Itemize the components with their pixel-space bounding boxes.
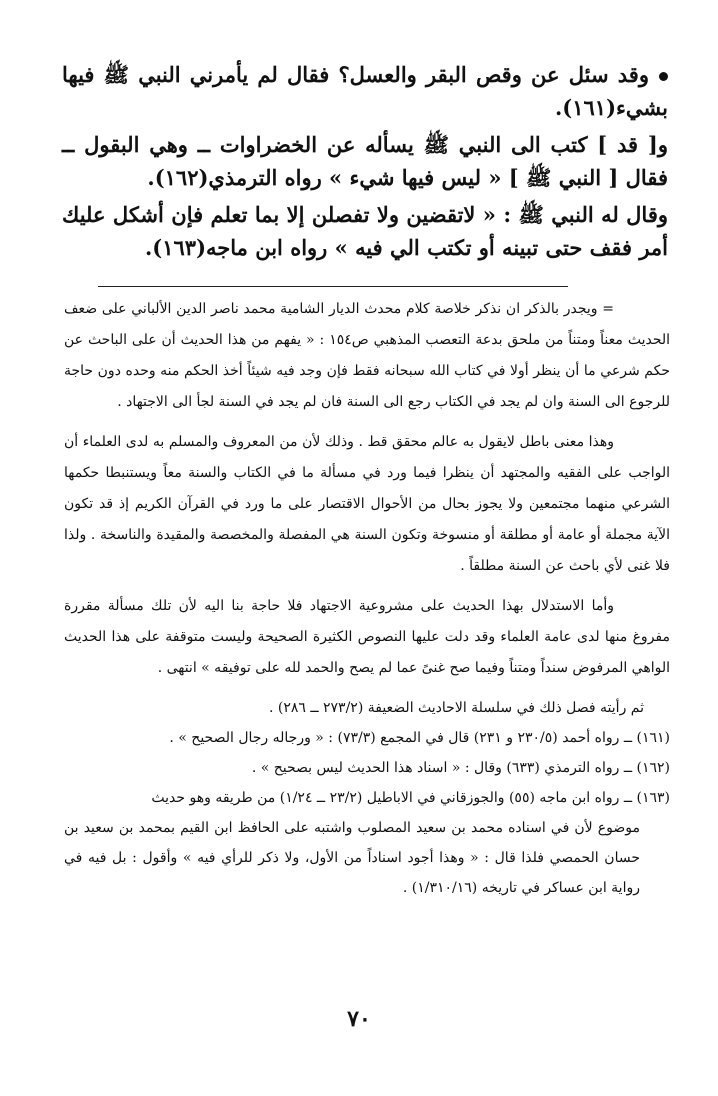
footnote-163: (١٦٣) ــ رواه ابن ماجه (٥٥) والجوزقاني في الاباطيل (٢٣/٢ ــ ١/٢٤) من طريقه وهو حديث bbox=[151, 790, 670, 806]
footnote-separator bbox=[98, 286, 568, 287]
footnotes bbox=[64, 294, 670, 903]
main-text bbox=[62, 58, 668, 268]
note-text: ويجدر بالذكر ان نذكر خلاصة كلام محدث الديار الشامية محمد ناصر الدين الألباني على ضعف الحديث معناً ومتناً من ملحق بدعة التعصب المذهبي ص١٥٤ : bbox=[64, 301, 671, 348]
note-quote: « يفهم من هذا الحديث أن على الباحث عن حكم شرعي ما أن ينظر أولا في كتاب الله سبحانه فقط فإن وجد فيه شيئاً أخذ الحكم منه وحده دون حاجة للرجوع الى السنة وان لم يجد في الكتاب رجع الى السنة فان لم يجد في السنة لجأ الى الاجتهاد . bbox=[64, 332, 670, 410]
footnote-162: (١٦٢) ــ رواه الترمذي (٦٣٣) وقال : « اسناد هذا الحديث ليس بصحيح » . bbox=[251, 760, 670, 776]
note-seen-line: ثم رأيته فصل ذلك في سلسلة الاحاديث الضعيفة (٢٧٣/٢ ــ ٢٨٦) . bbox=[268, 700, 644, 716]
footnote-163-continuation: موضوع لأن في اسناده محمد بن سعيد المصلوب واشتبه على الحافظ ابن القيم بمحمد بن سعيد بن حسان الحمصي فلذا قال : « وهذا أجود اسناداً من الأول، ولا ذكر للرأي فيه » وأقول : بل فيه في رواية ابن عساكر في تاريخه (١/٣١٠/١٦) . bbox=[64, 820, 640, 896]
main-paragraph: و[ قد ] كتب الى النبي ﷺ يسأله عن الخضراوات ــ وهي البقول ــ فقال [ النبي ﷺ ] « ليس فيها شيء » رواه الترمذي(١٦٢). bbox=[62, 132, 668, 190]
note-paragraph: وأما الاستدلال بهذا الحديث على مشروعية الاجتهاد فلا حاجة بنا اليه لأن تلك مسألة مقررة مفروغ منها لدى عامة العلماء وقد دلت عليها النصوص الكثيرة الصحيحة وليست متوقفة على هذا الحديث الواهي المرفوض سنداً ومتناً وفيما صح غنىً عما لم يصح والحمد لله على توفيقه » انتهى . bbox=[64, 598, 670, 676]
main-paragraph-text: وقد سئل عن وقص البقر والعسل؟ فقال لم يأمرني النبي ﷺ فيها بشيء(١٦١). bbox=[62, 62, 668, 120]
main-paragraph: وقال له النبي ﷺ : « لاتقضين ولا تفصلن إلا بما تعلم فإن أشكل عليك أمر فقف حتى تبينه أو تكتب الي فيه » رواه ابن ماجه(١٦٣). bbox=[62, 202, 668, 260]
page-number: ٧٠ bbox=[347, 1006, 371, 1032]
note-paragraph: وهذا معنى باطل لايقول به عالم محقق قط . وذلك لأن من المعروف والمسلم به لدى العلماء أن الواجب على الفقيه والمجتهد أن ينظرا فيما ورد في مسألة ما في الكتاب والسنة معاً ويستنبطا حكمها الشرعي منهما مجتمعين ولا يجوز بحال من الأحوال الاقتصار على ما ورد في القرآن الكريم إذ قد تكون الآية مجملة أو عامة أو مطلقة أو منسوخة وتكون السنة هي المفصلة والمخصصة والمقيدة والناسخة . ولذا فلا غنى لأي باحث عن السنة مطلقاً . bbox=[64, 434, 670, 574]
bullet-icon bbox=[659, 72, 668, 81]
footnote-list bbox=[64, 693, 670, 903]
note-paragraph bbox=[64, 294, 670, 418]
continuation-mark: = bbox=[602, 301, 614, 317]
footnote-161: (١٦١) ــ رواه أحمد (٢٣٠/٥ و ٢٣١) قال في المجمع (٧٣/٣) : « ورجاله رجال الصحيح » . bbox=[169, 730, 670, 746]
main-paragraph bbox=[62, 58, 668, 124]
